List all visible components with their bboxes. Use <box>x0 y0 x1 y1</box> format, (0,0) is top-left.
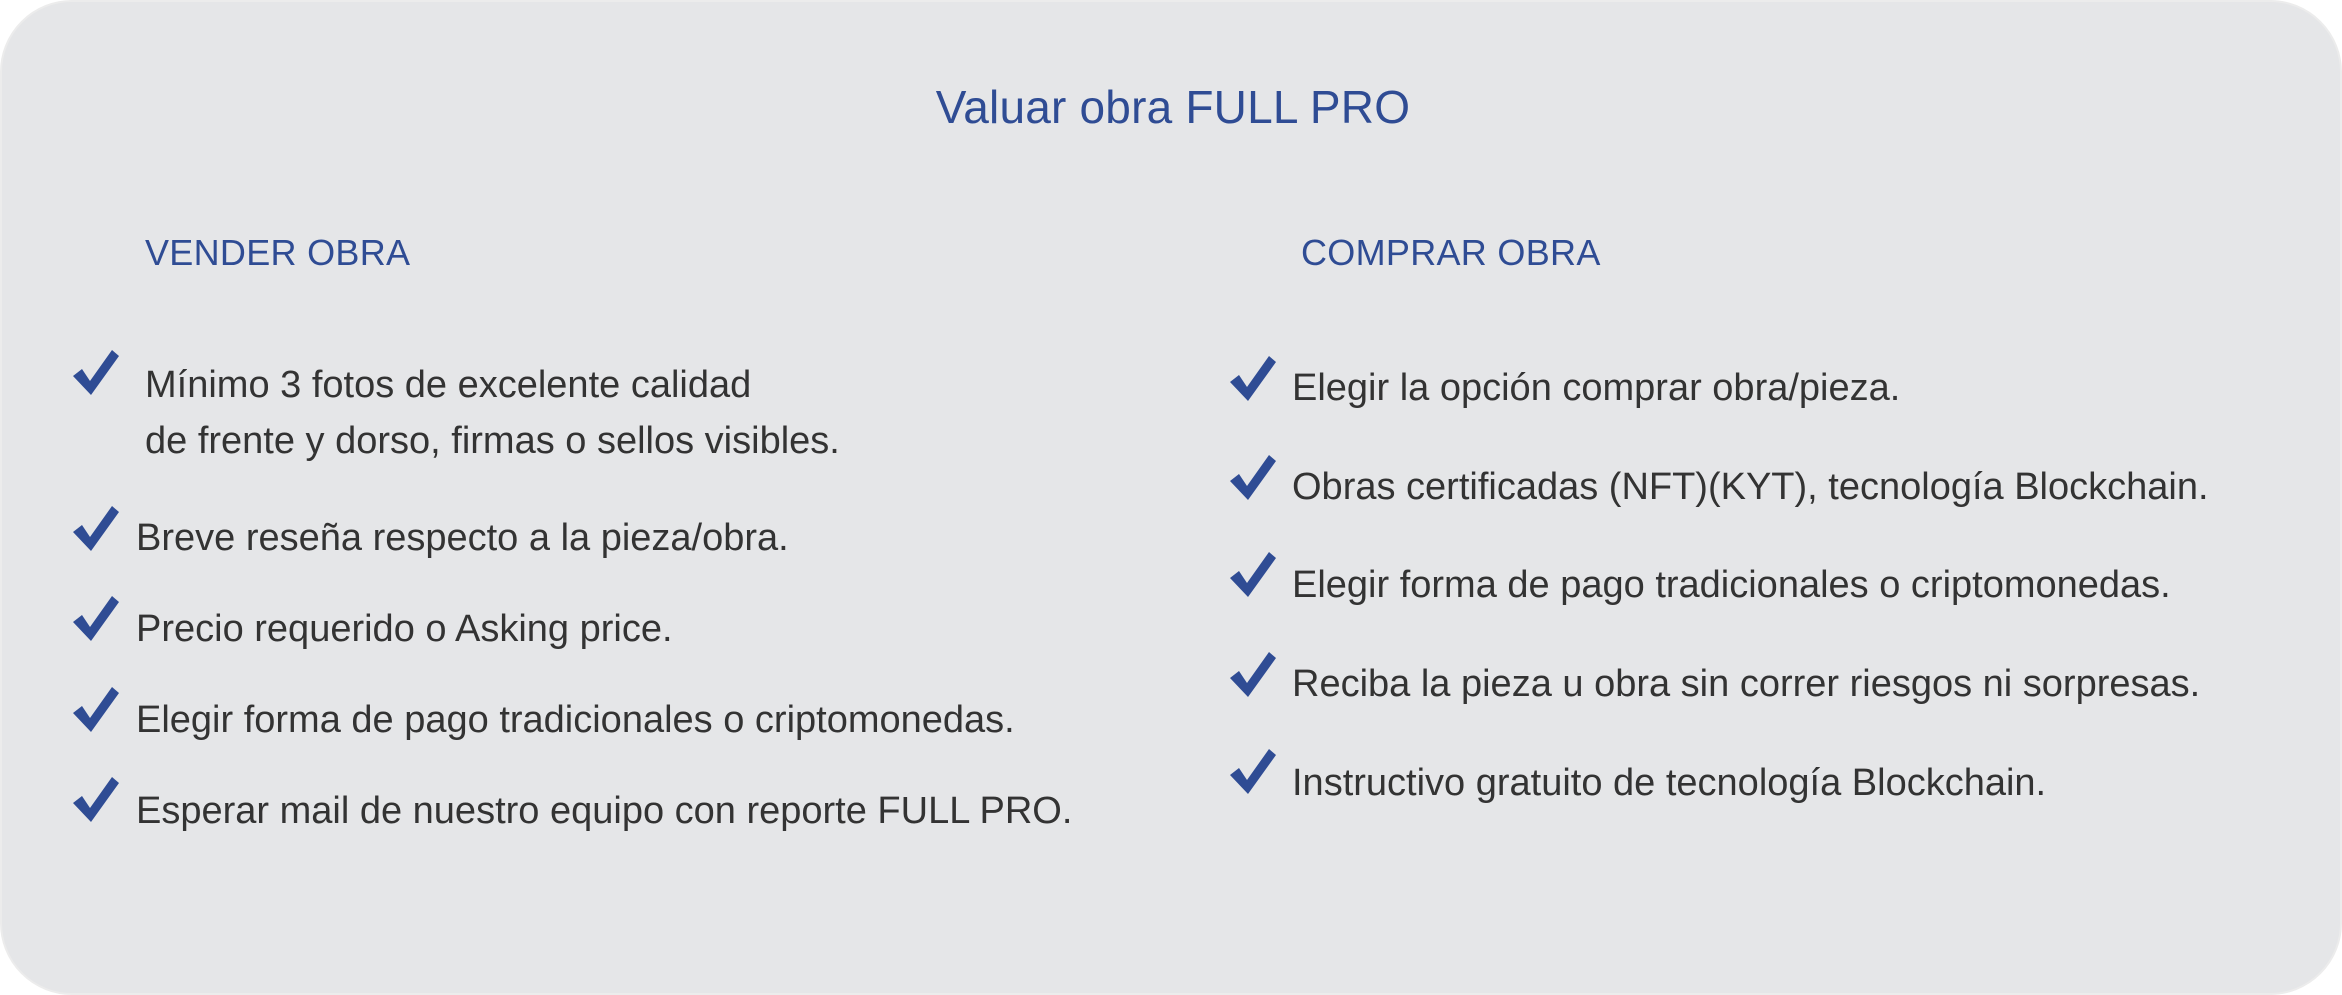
checkmark-icon <box>1227 352 1279 404</box>
sell-item-text-line1: Mínimo 3 fotos de excelente calidad <box>145 364 752 406</box>
checkmark-icon <box>70 502 122 554</box>
buy-item-text: Obras certificadas (NFT)(KYT), tecnología Blockchain. <box>1292 466 2209 508</box>
checkmark-icon <box>70 592 122 644</box>
buy-item-text: Reciba la pieza u obra sin correr riesgos ni sorpresas. <box>1292 663 2201 705</box>
checkmark-icon <box>1227 648 1279 700</box>
buy-section-heading: COMPRAR OBRA <box>1301 232 1601 273</box>
sell-item-text: Esperar mail de nuestro equipo con reporte FULL PRO. <box>136 790 1073 832</box>
sell-item-text: Elegir forma de pago tradicionales o criptomonedas. <box>136 699 1015 741</box>
buy-item-text: Elegir forma de pago tradicionales o criptomonedas. <box>1292 564 2171 606</box>
checkmark-icon <box>1227 548 1279 600</box>
sell-item-text: Precio requerido o Asking price. <box>136 608 673 650</box>
checkmark-icon <box>70 683 122 735</box>
sell-item-text: Breve reseña respecto a la pieza/obra. <box>136 517 789 559</box>
buy-item-text: Instructivo gratuito de tecnología Blockchain. <box>1292 762 2047 804</box>
sell-section-heading: VENDER OBRA <box>145 232 411 273</box>
checkmark-icon <box>70 346 122 398</box>
checkmark-icon <box>1227 745 1279 797</box>
card-title: Valuar obra FULL PRO <box>935 81 1411 133</box>
checkmark-icon <box>70 773 122 825</box>
checkmark-icon <box>1227 451 1279 503</box>
buy-item-text: Elegir la opción comprar obra/pieza. <box>1292 367 1901 409</box>
sell-item-text-line2: de frente y dorso, firmas o sellos visibles. <box>145 420 840 462</box>
